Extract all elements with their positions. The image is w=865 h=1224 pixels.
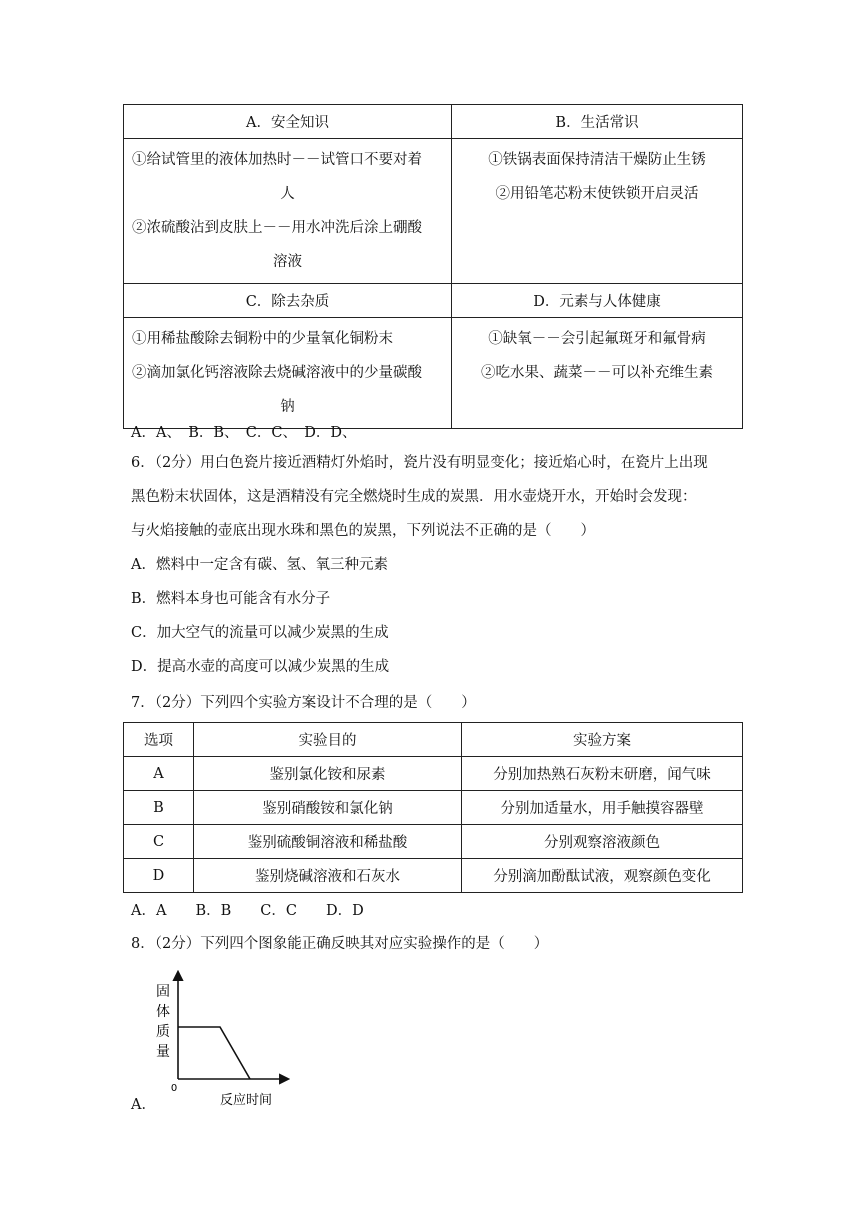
row-b-purpose: 鉴别硝酸铵和氯化钠 — [194, 791, 462, 825]
d-item-1: ①缺氧－－会引起氟斑牙和氟骨病 — [488, 331, 706, 347]
y-label-char-2: 体 — [156, 1004, 170, 1020]
cell-a-title: A．安全知识 — [124, 105, 452, 139]
b-item-1: ①铁锅表面保持清洁干燥防止生锈 — [488, 152, 706, 168]
row-c-plan: 分别观察溶液颜色 — [462, 825, 743, 859]
table-row — [124, 757, 743, 791]
q5-options: A．A、 B．B、 C．C、 D．D、 — [131, 425, 357, 441]
table-row — [124, 791, 743, 825]
x-label: 反应时间 — [219, 1093, 273, 1108]
cell-c-title: C．除去杂质 — [124, 284, 452, 318]
origin-label: 0 — [170, 1083, 178, 1094]
y-label-char-3: 质 — [156, 1024, 170, 1040]
d-item-2: ②吃水果、蔬菜－－可以补充维生素 — [481, 365, 713, 381]
y-label-char-1: 固 — [156, 984, 170, 1000]
q6-stem-line-3: 与火焰接触的壶底出现水珠和黑色的炭黑，下列说法不正确的是（ ） — [131, 523, 595, 539]
b-item-2: ②用铅笔芯粉末使铁锁开启灵活 — [495, 186, 699, 202]
cell-b-content — [452, 139, 743, 284]
c-item-2: ②滴加氯化钙溶液除去烧碱溶液中的少量碳酸 — [132, 365, 422, 381]
cell-d-title: D．元素与人体健康 — [452, 284, 743, 318]
row-a-plan: 分别加热熟石灰粉末研磨，闻气味 — [462, 757, 743, 791]
table-row — [124, 825, 743, 859]
a-item-1-cont: 人 — [280, 186, 295, 202]
row-c-option: C — [124, 825, 194, 859]
row-d-purpose: 鉴别烧碱溶液和石灰水 — [194, 859, 462, 893]
q8-option-a-label: A． — [131, 1097, 156, 1113]
y-label-char-4: 量 — [156, 1044, 170, 1060]
row-a-purpose: 鉴别氯化铵和尿素 — [194, 757, 462, 791]
q6-stem — [131, 446, 751, 548]
header-purpose: 实验目的 — [194, 723, 462, 757]
row-b-plan: 分别加适量水，用手触摸容器壁 — [462, 791, 743, 825]
q6-option-a: A．燃料中一定含有碳、氢、氧三种元素 — [131, 557, 388, 573]
q7-stem: 7．（2分）下列四个实验方案设计不合理的是（ ） — [131, 695, 476, 711]
experiment-plan-table — [123, 722, 743, 893]
cell-c-content — [124, 318, 452, 429]
q6-option-b: B．燃料本身也可能含有水分子 — [131, 591, 331, 607]
row-d-option: D — [124, 859, 194, 893]
q7-options: A．A B．B C．C D．D — [131, 903, 364, 919]
knowledge-summary-table — [123, 104, 743, 429]
q6-stem-line-2: 黑色粉末状固体，这是酒精没有完全燃烧时生成的炭黑．用水壶烧开水，开始时会发现： — [131, 489, 697, 505]
row-c-purpose: 鉴别硫酸铜溶液和稀盐酸 — [194, 825, 462, 859]
q8-option-a-graph — [150, 968, 300, 1108]
row-d-plan: 分别滴加酚酞试液，观察颜色变化 — [462, 859, 743, 893]
a-item-2: ②浓硫酸沾到皮肤上－－用水冲洗后涂上硼酸 — [132, 220, 422, 236]
cell-a-content — [124, 139, 452, 284]
row-a-option: A — [124, 757, 194, 791]
a-item-2-cont: 溶液 — [273, 254, 302, 270]
q6-stem-line-1: 6．（2分）用白色瓷片接近酒精灯外焰时，瓷片没有明显变化；接近焰心时，在瓷片上出现 — [131, 455, 708, 471]
cell-d-content — [452, 318, 743, 429]
cell-b-title: B．生活常识 — [452, 105, 743, 139]
q6-option-d: D．提高水壶的高度可以减少炭黑的生成 — [131, 659, 390, 675]
row-b-option: B — [124, 791, 194, 825]
header-option: 选项 — [124, 723, 194, 757]
header-plan: 实验方案 — [462, 723, 743, 757]
a-item-1: ①给试管里的液体加热时－－试管口不要对着 — [132, 152, 422, 168]
mass-curve — [178, 1027, 250, 1079]
table-row — [124, 859, 743, 893]
q8-stem: 8．（2分）下列四个图象能正确反映其对应实验操作的是（ ） — [131, 936, 549, 952]
c-item-1: ①用稀盐酸除去铜粉中的少量氧化铜粉末 — [132, 331, 393, 347]
q6-option-c: C．加大空气的流量可以减少炭黑的生成 — [131, 625, 389, 641]
q6-options — [131, 548, 751, 684]
c-item-2-cont: 钠 — [280, 399, 295, 415]
